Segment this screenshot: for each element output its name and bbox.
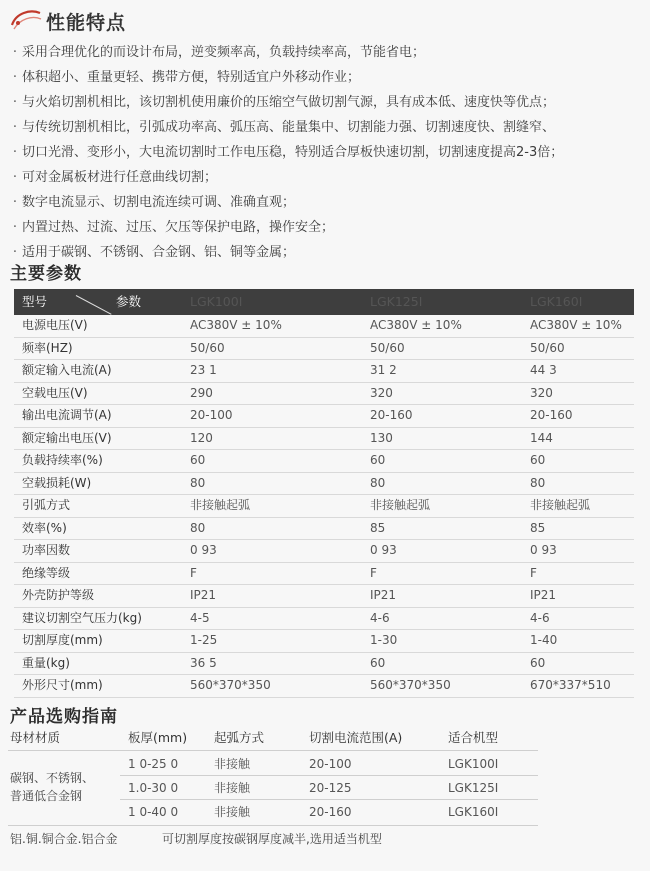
guide-thickness: 1.0-30 0: [128, 781, 179, 795]
param-name: 额定输入电流(A): [22, 363, 112, 377]
guide-arc: 非接触: [214, 781, 251, 795]
param-value: IP21: [370, 588, 397, 602]
guide-header-thickness: 板厚(mm): [128, 730, 188, 745]
features-header: [8, 6, 126, 36]
param-value: 80: [530, 475, 546, 490]
param-value: 1-40: [530, 633, 558, 647]
param-row: [14, 383, 634, 406]
guide-current: 20-160: [309, 805, 352, 819]
feature-item: · 可对金属板材进行任意曲线切割；: [12, 170, 218, 185]
param-name: 负载持续率(%): [22, 453, 103, 467]
param-value: 670*337*510: [530, 678, 611, 692]
guide-header-material: 母材材质: [10, 730, 61, 745]
guide-table: [8, 726, 538, 846]
param-value: F: [530, 565, 537, 580]
param-value: F: [190, 565, 197, 580]
param-row: [14, 675, 634, 698]
param-value: 60: [530, 655, 546, 670]
param-row: [14, 495, 634, 518]
header-param-label: 参数: [116, 294, 142, 309]
param-name: 引弧方式: [22, 498, 71, 512]
guide-row: [120, 753, 538, 776]
param-value: 60: [190, 453, 206, 467]
param-name: 建议切割空气压力(kg): [22, 610, 142, 625]
guide-material-line: 碳钢、不锈钢、: [10, 771, 95, 785]
guide-current: 20-100: [309, 757, 352, 771]
guide-thickness: 1 0-40 0: [128, 805, 179, 819]
param-value: AC380V ± 10%: [530, 318, 622, 332]
param-value: AC380V ± 10%: [370, 318, 462, 332]
param-value: 80: [370, 475, 386, 490]
guide-material-line: 普通低合金钢: [10, 789, 83, 803]
feature-item: · 与火焰切割机相比，该切割机使用廉价的压缩空气做切割气源，具有成本低、速度快等优点；: [12, 95, 556, 110]
guide-footer-material: 铝.铜.铜合金.铝合金: [10, 832, 118, 846]
param-row: [14, 540, 634, 563]
param-value: 36 5: [190, 655, 217, 670]
param-row: [14, 518, 634, 541]
param-value: 4-6: [370, 610, 390, 625]
params-table: [14, 289, 634, 698]
param-row: [14, 428, 634, 451]
param-value: 20-100: [190, 408, 233, 422]
param-value: 1-30: [370, 633, 398, 647]
feature-item: · 数字电流显示、切割电流连续可调、准确直观；: [12, 195, 296, 210]
param-value: 0 93: [190, 543, 217, 557]
guide-current: 20-125: [309, 781, 352, 795]
param-value: AC380V ± 10%: [190, 318, 282, 332]
param-name: 频率(HZ): [22, 340, 73, 355]
guide-row: [120, 777, 538, 800]
param-row: [14, 630, 634, 653]
param-value: 1-25: [190, 633, 218, 647]
param-row: [14, 405, 634, 428]
feature-item: · 采用合理优化的而设计布局，逆变频率高，负载持续率高，节能省电；: [12, 45, 426, 60]
param-row: [14, 653, 634, 676]
param-name: 空载电压(V): [22, 385, 88, 400]
feature-item: · 切口光滑、变形小，大电流切割时工作电压稳，特别适合厚板快速切割，切割速度提高2-3倍；: [12, 145, 564, 160]
param-value: 130: [370, 430, 393, 445]
guide-title: 产品选购指南: [10, 707, 118, 727]
param-value: 20-160: [530, 408, 573, 422]
param-row: [14, 315, 634, 338]
param-value: 60: [370, 655, 386, 670]
feature-item: · 与传统切割机相比，引弧成功率高、弧压高、能量集中、切割能力强、切割速度快、割缝窄、: [12, 120, 556, 135]
param-name: 电源电压(V): [22, 318, 88, 332]
param-value: IP21: [530, 588, 557, 602]
guide-model: LGK100I: [448, 757, 499, 771]
param-name: 外形尺寸(mm): [22, 678, 103, 692]
param-value: 60: [530, 453, 546, 467]
param-name: 切割厚度(mm): [22, 633, 103, 647]
param-value: 31 2: [370, 363, 397, 377]
param-value: 50/60: [190, 340, 225, 355]
param-name: 重量(kg): [22, 655, 70, 670]
brand-swoosh-icon: [8, 7, 44, 35]
param-value: 320: [530, 385, 553, 400]
header-diagonal-divider: [76, 295, 112, 315]
guide-header-model: 适合机型: [448, 730, 499, 745]
param-value: 60: [370, 453, 386, 467]
param-row: [14, 608, 634, 631]
param-value: 80: [190, 475, 206, 490]
guide-header-current: 切割电流范围(A): [309, 730, 403, 745]
features-title: 性能特点: [46, 11, 127, 34]
param-value: 0 93: [370, 543, 397, 557]
features-list: [8, 40, 648, 265]
param-value: 560*370*350: [190, 678, 271, 692]
param-name: 额定输出电压(V): [22, 430, 112, 445]
param-name: 绝缘等级: [22, 565, 71, 580]
param-value: IP21: [190, 588, 217, 602]
param-value: 0 93: [530, 543, 557, 557]
guide-arc: 非接触: [214, 805, 251, 819]
param-value: 120: [190, 430, 213, 445]
guide-table-header: [8, 726, 538, 751]
params-table-body: [14, 315, 634, 698]
param-value: 320: [370, 385, 393, 400]
param-row: [14, 563, 634, 586]
header-model-1: LGK100I: [190, 294, 243, 309]
param-value: 20-160: [370, 408, 413, 422]
param-value: 85: [370, 520, 386, 535]
guide-model: LGK160I: [448, 805, 499, 819]
guide-model: LGK125I: [448, 781, 499, 795]
param-value: 非接触起弧: [370, 498, 431, 512]
param-name: 功率因数: [22, 543, 71, 557]
param-value: 290: [190, 385, 213, 400]
feature-item: · 内置过热、过流、过压、欠压等保护电路，操作安全；: [12, 220, 335, 235]
header-model-2: LGK125I: [370, 294, 423, 309]
param-value: 144: [530, 430, 553, 445]
feature-item: · 体积超小、重量更轻、携带方便，特别适宜户外移动作业；: [12, 70, 361, 85]
param-name: 外壳防护等级: [22, 588, 95, 602]
guide-material-cell: [10, 769, 94, 805]
guide-footer-row: [8, 825, 538, 852]
param-value: 23 1: [190, 363, 217, 377]
param-row: [14, 338, 634, 361]
param-value: 非接触起弧: [530, 498, 591, 512]
param-row: [14, 360, 634, 383]
params-title: 主要参数: [10, 264, 82, 284]
guide-header-arc: 起弧方式: [214, 730, 265, 745]
param-value: 4-6: [530, 610, 550, 625]
param-value: 非接触起弧: [190, 498, 251, 512]
param-value: 80: [190, 520, 206, 535]
param-value: 4-5: [190, 610, 210, 625]
param-row: [14, 473, 634, 496]
params-table-header: [14, 289, 634, 315]
param-value: 44 3: [530, 363, 557, 377]
param-name: 输出电流调节(A): [22, 408, 112, 422]
guide-footer-note: 可切割厚度按碳钢厚度减半,选用适当机型: [162, 832, 382, 846]
param-value: F: [370, 565, 377, 580]
param-row: [14, 450, 634, 473]
header-model-3: LGK160I: [530, 294, 583, 309]
param-name: 效率(%): [22, 520, 67, 535]
guide-arc: 非接触: [214, 757, 251, 771]
param-value: 50/60: [370, 340, 405, 355]
param-row: [14, 585, 634, 608]
param-value: 50/60: [530, 340, 565, 355]
header-model-label: 型号: [22, 294, 48, 309]
guide-thickness: 1 0-25 0: [128, 757, 179, 771]
guide-row: [120, 801, 538, 823]
feature-item: · 适用于碳钢、不锈钢、合金钢、铝、铜等金属；: [12, 245, 296, 260]
param-value: 560*370*350: [370, 678, 451, 692]
param-name: 空载损耗(W): [22, 475, 92, 490]
param-value: 85: [530, 520, 546, 535]
